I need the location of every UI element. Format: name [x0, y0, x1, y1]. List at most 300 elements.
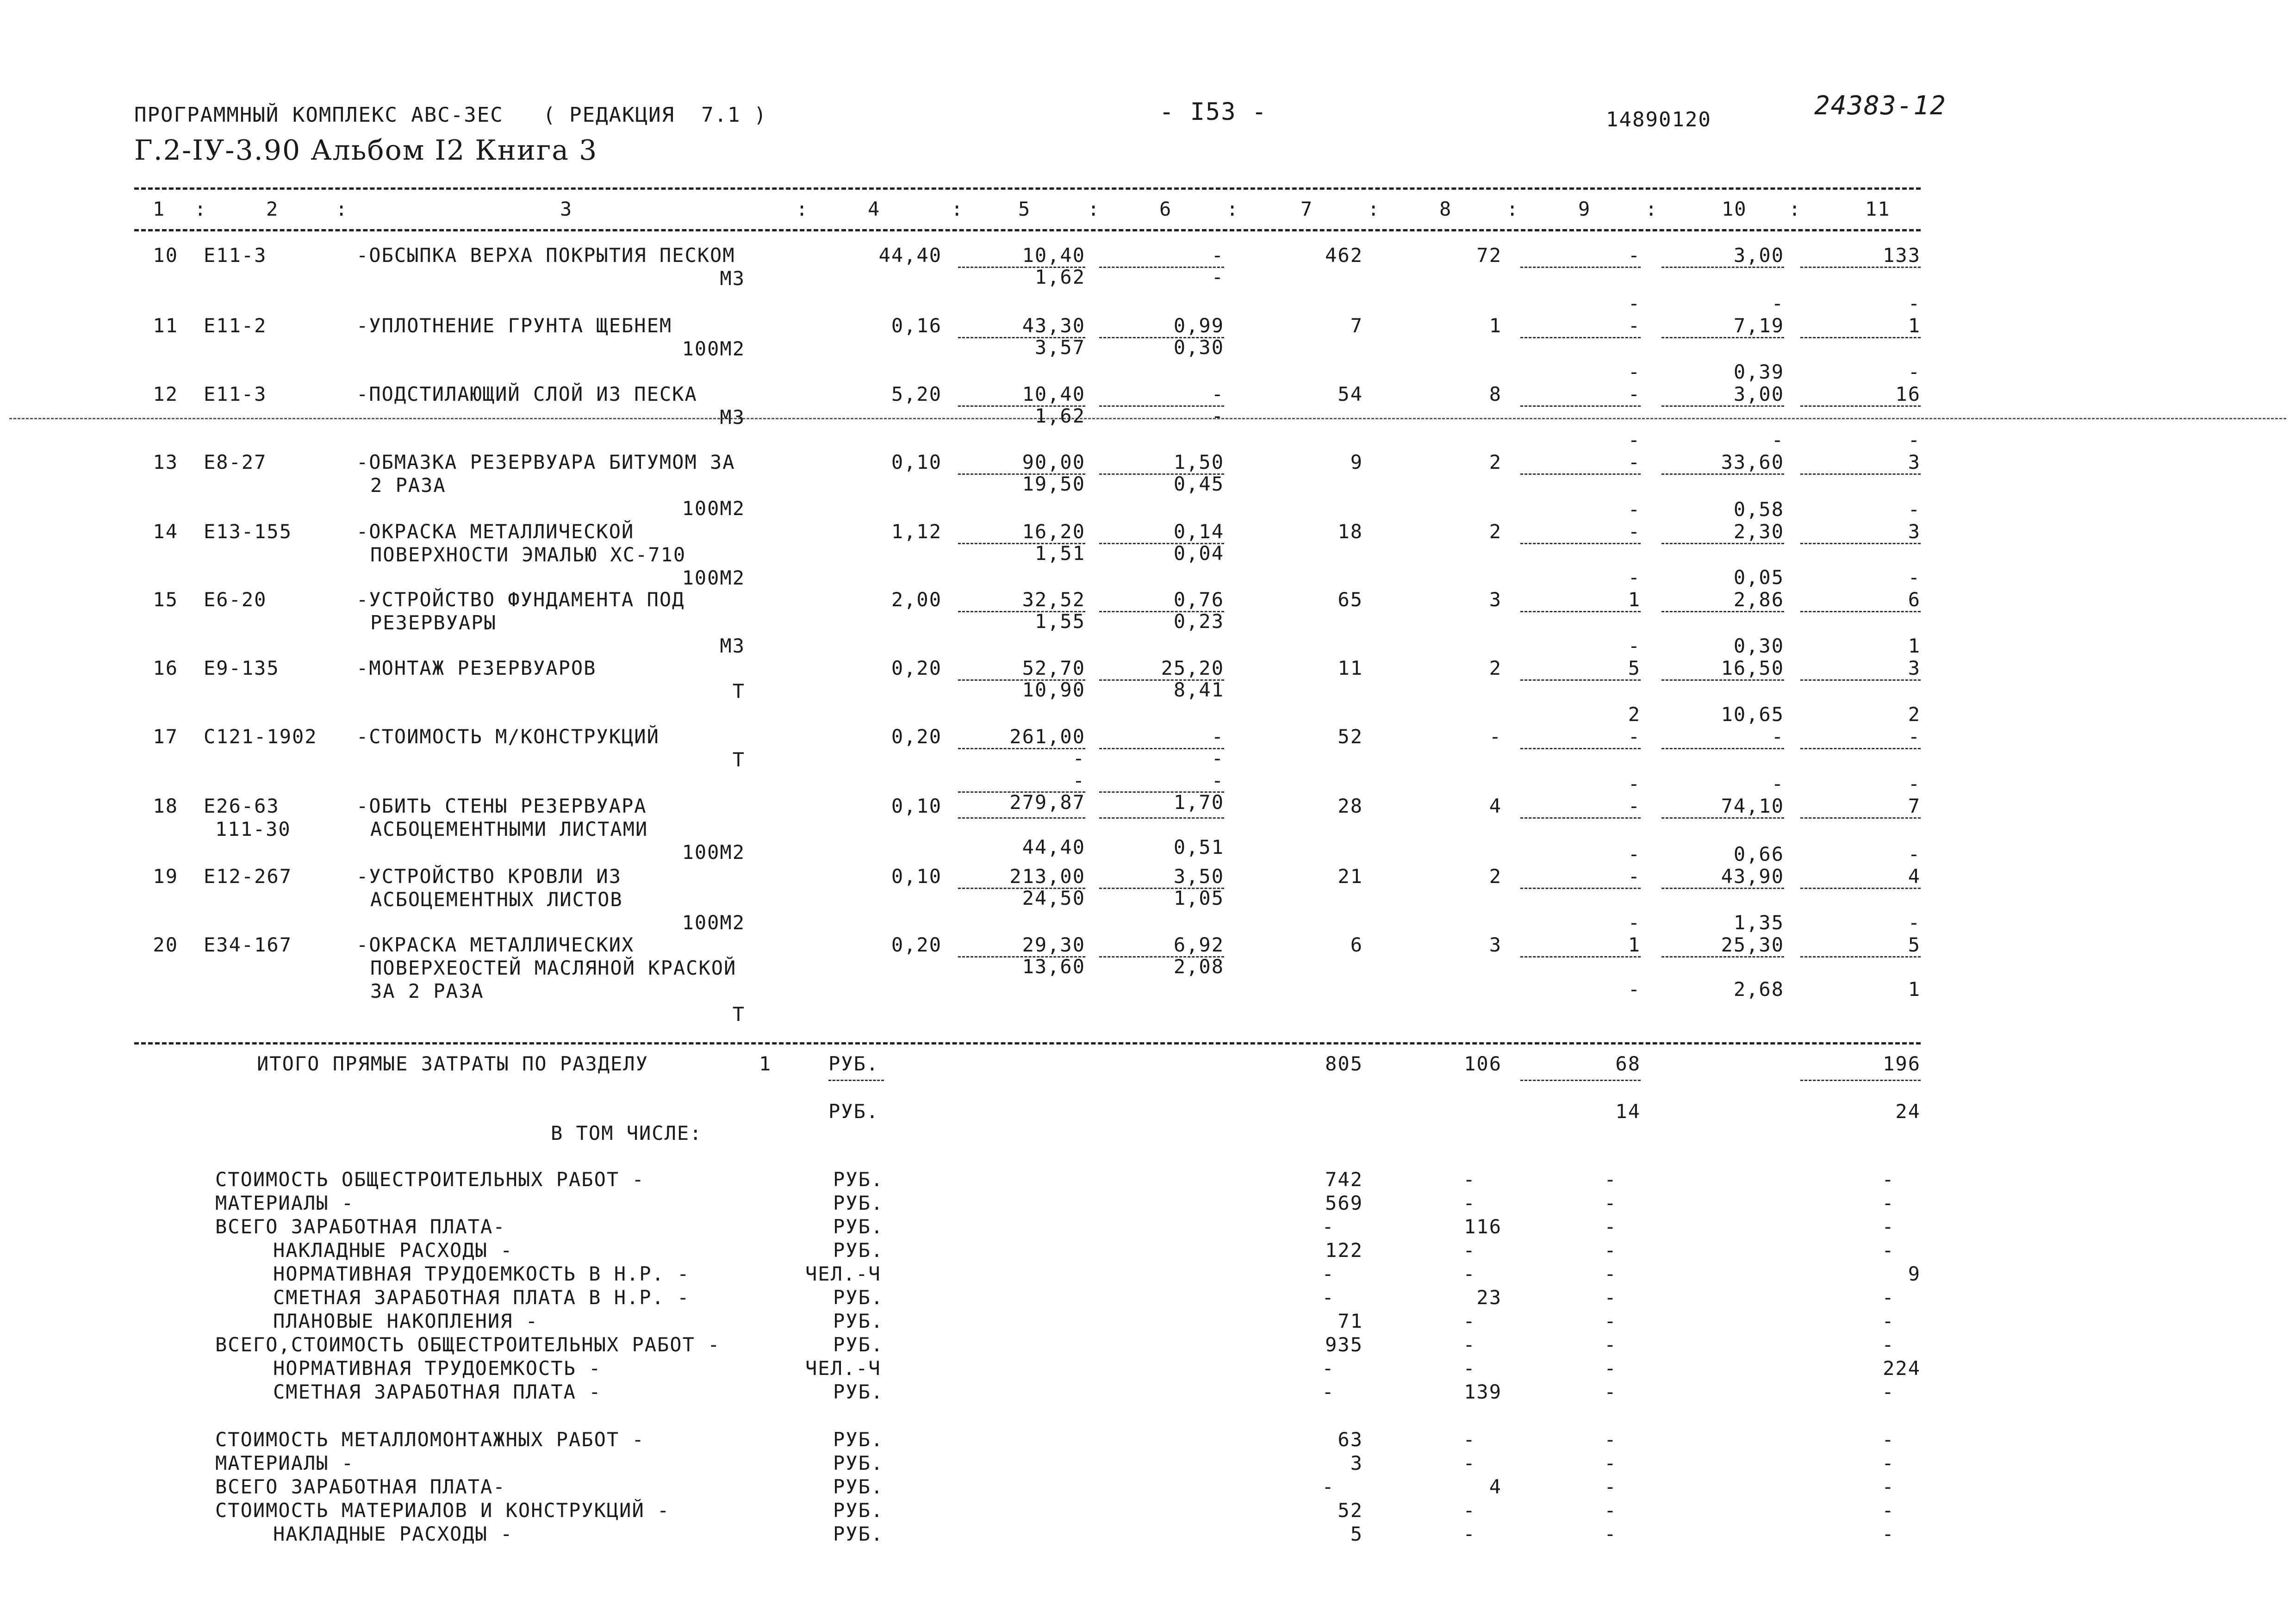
totals-c11: 24: [1895, 1100, 1921, 1123]
row-number: 13: [153, 451, 178, 473]
row-c11: -: [1908, 429, 1921, 451]
totals-c9: 68: [1615, 1052, 1641, 1075]
row-c11: -: [1908, 911, 1921, 934]
row-unit-price: 43,30: [1022, 314, 1085, 337]
row-unit-wage: 0,04: [1173, 542, 1224, 565]
summary-wage: -: [1463, 1333, 1476, 1356]
dashed-rule: [1520, 267, 1641, 268]
dashed-rule: [1800, 748, 1921, 749]
summary-label: МАТЕРИАЛЫ -: [215, 1452, 355, 1474]
totals-cost: 805: [1325, 1052, 1363, 1075]
dashed-rule: [1099, 405, 1224, 407]
row-code: Е11-3: [204, 244, 267, 267]
row-description: ПОВЕРХЕОСТЕЙ МАСЛЯНОЙ КРАСКОЙ: [370, 957, 737, 979]
row-description: -ОБИТЬ СТЕНЫ РЕЗЕРВУАРА: [356, 795, 647, 817]
dashed-rule: [958, 748, 1085, 749]
row-unit-wage: 6,92: [1173, 933, 1224, 956]
row-c11: -: [1908, 361, 1921, 383]
column-header: 1: [153, 198, 166, 220]
row-c10: 0,05: [1733, 566, 1784, 589]
row-c11: 2: [1908, 703, 1921, 726]
summary-unit: РУБ.: [833, 1428, 884, 1451]
row-unit-price: 90,00: [1022, 451, 1085, 473]
row-unit-wage: 1,05: [1173, 887, 1224, 909]
dashed-rule: [1520, 543, 1641, 544]
summary-c11: -: [1882, 1380, 1895, 1403]
row-c11: 16: [1895, 383, 1921, 405]
dashed-rule: [1800, 543, 1921, 544]
dashed-rule: [958, 611, 1085, 612]
row-c10: 0,30: [1733, 634, 1784, 657]
summary-cost: -: [1322, 1380, 1335, 1403]
row-c9: 1: [1628, 933, 1641, 956]
row-unit-price: 3,57: [1034, 336, 1085, 359]
row-c9: 5: [1628, 657, 1641, 679]
summary-wage: -: [1463, 1192, 1476, 1214]
summary-cost: 569: [1325, 1192, 1363, 1214]
summary-c11: -: [1882, 1215, 1895, 1238]
dashed-rule: [1661, 405, 1784, 407]
dashed-rule: [1661, 817, 1784, 819]
row-c9: -: [1628, 978, 1641, 1001]
dashed-rule: [1099, 543, 1224, 544]
row-code: 111-30: [215, 818, 291, 840]
row-c9: -: [1628, 314, 1641, 337]
row-unit: М3: [720, 267, 745, 290]
summary-c9: -: [1604, 1523, 1617, 1545]
dashed-rule: [1800, 888, 1921, 889]
column-header: 3: [560, 198, 573, 220]
including-label: В ТОМ ЧИСЛЕ:: [551, 1122, 703, 1144]
dashed-rule: [1099, 679, 1224, 681]
summary-c9: -: [1604, 1215, 1617, 1238]
column-separator: :: [336, 198, 348, 220]
row-unit-price: 32,52: [1022, 588, 1085, 611]
row-unit-price: 1,62: [1034, 404, 1085, 427]
summary-label: НАКЛАДНЫЕ РАСХОДЫ -: [273, 1523, 513, 1545]
row-description: ПОВЕРХНОСТИ ЭМАЛЬЮ ХС-710: [370, 543, 686, 566]
summary-wage: -: [1463, 1168, 1476, 1191]
dashed-rule: [828, 1080, 884, 1081]
row-unit-wage: 0,30: [1173, 336, 1224, 359]
summary-wage: -: [1463, 1499, 1476, 1522]
row-unit-price: 10,40: [1022, 383, 1085, 405]
summary-unit: РУБ.: [833, 1168, 884, 1191]
column-separator: :: [1088, 198, 1101, 220]
summary-cost: 935: [1325, 1333, 1363, 1356]
row-unit: 100М2: [682, 911, 745, 934]
summary-wage: -: [1463, 1357, 1476, 1380]
summary-unit: РУБ.: [833, 1380, 884, 1403]
summary-cost: 122: [1325, 1239, 1363, 1262]
summary-unit: РУБ.: [833, 1333, 884, 1356]
dashed-rule: [134, 229, 1921, 231]
dashed-rule: [1520, 748, 1641, 749]
summary-label: МАТЕРИАЛЫ -: [215, 1192, 355, 1214]
summary-c9: -: [1604, 1310, 1617, 1332]
album-title: Г.2-IУ-3.90 Альбом I2 Книга 3: [134, 134, 598, 167]
row-code: Е13-155: [204, 520, 292, 543]
dashed-rule: [1099, 473, 1224, 475]
dashed-rule: [1800, 1080, 1921, 1081]
row-c11: 1: [1908, 634, 1921, 657]
row-quantity: 0,20: [891, 933, 942, 956]
dashed-rule: [1520, 473, 1641, 475]
row-cost: 54: [1338, 383, 1363, 405]
row-quantity: 1,12: [891, 520, 942, 543]
dashed-rule: [1520, 405, 1641, 407]
summary-c11: 9: [1908, 1262, 1921, 1285]
row-c10: 16,50: [1721, 657, 1784, 679]
row-unit-price: 213,00: [1009, 865, 1085, 888]
summary-unit: РУБ.: [833, 1475, 884, 1498]
row-unit-price: 1,62: [1034, 266, 1085, 288]
summary-label: ВСЕГО ЗАРАБОТНАЯ ПЛАТА-: [215, 1475, 506, 1498]
dashed-rule: [1800, 337, 1921, 338]
row-c9: -: [1628, 451, 1641, 473]
row-c10: 74,10: [1721, 795, 1784, 817]
row-quantity: 0,20: [891, 725, 942, 748]
row-c11: 1: [1908, 314, 1921, 337]
summary-c9: -: [1604, 1475, 1617, 1498]
row-unit-wage: -: [1211, 769, 1224, 792]
summary-c9: -: [1604, 1428, 1617, 1451]
dashed-rule: [1661, 748, 1784, 749]
summary-wage: -: [1463, 1428, 1476, 1451]
dashed-rule: [1520, 888, 1641, 889]
column-header: 7: [1300, 198, 1313, 220]
row-cost: 7: [1350, 314, 1363, 337]
row-unit-wage: 3,50: [1173, 865, 1224, 888]
row-description: -СТОИМОСТЬ М/КОНСТРУКЦИЙ: [356, 725, 660, 748]
row-c9: -: [1628, 383, 1641, 405]
row-unit-wage: 0,99: [1173, 314, 1224, 337]
summary-c11: -: [1882, 1475, 1895, 1498]
dashed-rule: [1661, 679, 1784, 681]
row-c10: 3,00: [1733, 383, 1784, 405]
row-wage: 72: [1476, 244, 1502, 267]
totals-unit: РУБ.: [828, 1100, 879, 1123]
summary-cost: 71: [1338, 1310, 1363, 1332]
row-cost: 52: [1338, 725, 1363, 748]
row-c10: 3,00: [1733, 244, 1784, 267]
row-c9: 1: [1628, 588, 1641, 611]
row-unit-wage: -: [1211, 725, 1224, 748]
row-code: Е9-135: [204, 657, 280, 679]
row-description: -ОКРАСКА МЕТАЛЛИЧЕСКИХ: [356, 933, 635, 956]
row-unit-wage: -: [1211, 266, 1224, 288]
summary-c11: -: [1882, 1168, 1895, 1191]
dashed-rule: [1099, 888, 1224, 889]
summary-cost: 63: [1338, 1428, 1363, 1451]
row-number: 18: [153, 795, 178, 817]
summary-cost: -: [1322, 1215, 1335, 1238]
row-unit: М3: [720, 406, 745, 429]
row-c10: 1,35: [1733, 911, 1784, 934]
column-separator: :: [1645, 198, 1658, 220]
summary-c9: -: [1604, 1357, 1617, 1380]
row-description: -ОБМАЗКА РЕЗЕРВУАРА БИТУМОМ ЗА: [356, 451, 735, 473]
row-c10: 33,60: [1721, 451, 1784, 473]
row-c11: 4: [1908, 865, 1921, 888]
dashed-rule: [958, 817, 1085, 819]
row-code: Е11-2: [204, 314, 267, 337]
row-unit-wage: 8,41: [1173, 678, 1224, 701]
dashed-rule: [958, 337, 1085, 338]
dashed-rule: [1661, 956, 1784, 958]
row-code: Е12-267: [204, 865, 292, 888]
row-code: Е11-3: [204, 383, 267, 405]
summary-c11: -: [1882, 1333, 1895, 1356]
row-c11: 6: [1908, 588, 1921, 611]
summary-unit: РУБ.: [833, 1310, 884, 1332]
dashed-rule: [1661, 611, 1784, 612]
row-cost: 28: [1338, 795, 1363, 817]
summary-unit: ЧЕЛ.-Ч: [805, 1357, 881, 1380]
row-unit-wage: 2,08: [1173, 955, 1224, 978]
row-number: 10: [153, 244, 178, 267]
dashed-rule: [1520, 337, 1641, 338]
dashed-rule: [1099, 611, 1224, 612]
summary-unit: РУБ.: [833, 1239, 884, 1262]
dashed-rule: [1099, 748, 1224, 749]
summary-wage: -: [1463, 1310, 1476, 1332]
row-unit-wage: 0,51: [1173, 836, 1224, 858]
row-number: 14: [153, 520, 178, 543]
page-number: - I53 -: [1159, 98, 1268, 126]
row-c9: -: [1628, 520, 1641, 543]
dashed-rule: [958, 473, 1085, 475]
row-wage: 1: [1489, 314, 1502, 337]
row-c10: 2,30: [1733, 520, 1784, 543]
row-description: -УСТРОЙСТВО КРОВЛИ ИЗ: [356, 865, 622, 888]
row-unit-price: 279,87: [1009, 791, 1085, 814]
row-c10: 25,30: [1721, 933, 1784, 956]
summary-c9: -: [1604, 1333, 1617, 1356]
row-unit-wage: -: [1211, 244, 1224, 267]
row-c9: -: [1628, 843, 1641, 865]
summary-c9: -: [1604, 1286, 1617, 1309]
dashed-rule: [958, 543, 1085, 544]
row-wage: 3: [1489, 588, 1502, 611]
dashed-rule: [1661, 473, 1784, 475]
row-c11: 1: [1908, 978, 1921, 1001]
row-unit-price: -: [1072, 747, 1085, 770]
summary-wage: 116: [1464, 1215, 1502, 1238]
row-c9: -: [1628, 361, 1641, 383]
row-c9: -: [1628, 566, 1641, 589]
row-c10: -: [1771, 772, 1784, 795]
row-c9: -: [1628, 498, 1641, 521]
row-unit-wage: 0,45: [1173, 473, 1224, 495]
summary-cost: -: [1322, 1357, 1335, 1380]
row-c9: -: [1628, 244, 1641, 267]
row-c9: -: [1628, 634, 1641, 657]
row-c9: -: [1628, 795, 1641, 817]
summary-unit: РУБ.: [833, 1499, 884, 1522]
row-description: РЕЗЕРВУАРЫ: [370, 611, 497, 634]
row-unit: Т: [732, 680, 745, 703]
totals-unit: РУБ.: [828, 1052, 879, 1075]
summary-wage: 139: [1464, 1380, 1502, 1403]
row-code: С121-1902: [204, 725, 317, 748]
row-unit-wage: -: [1211, 404, 1224, 427]
summary-c11: -: [1882, 1310, 1895, 1332]
summary-unit: РУБ.: [833, 1452, 884, 1474]
row-c9: -: [1628, 429, 1641, 451]
document-code: 14890120: [1606, 108, 1711, 131]
row-c11: -: [1908, 725, 1921, 748]
row-wage: 8: [1489, 383, 1502, 405]
row-description: -ПОДСТИЛАЮЩИЙ СЛОЙ ИЗ ПЕСКА: [356, 383, 697, 405]
row-unit-wage: 25,20: [1161, 657, 1224, 679]
summary-c11: -: [1882, 1499, 1895, 1522]
row-number: 12: [153, 383, 178, 405]
summary-c9: -: [1604, 1499, 1617, 1522]
row-unit-wage: 1,70: [1173, 791, 1224, 814]
row-cost: 11: [1338, 657, 1363, 679]
summary-wage: -: [1463, 1523, 1476, 1545]
summary-label: СТОИМОСТЬ ОБЩЕСТРОИТЕЛЬНЫХ РАБОТ -: [215, 1168, 645, 1191]
totals-c11: 196: [1883, 1052, 1921, 1075]
dashed-rule: [1520, 611, 1641, 612]
handwritten-stamp: 24383-12: [1814, 91, 1947, 121]
row-c10: -: [1771, 725, 1784, 748]
dashed-rule: [958, 679, 1085, 681]
totals-c9: 14: [1615, 1100, 1641, 1123]
dashed-rule: [134, 187, 1921, 190]
row-unit-wage: 0,23: [1173, 610, 1224, 633]
row-wage: 2: [1489, 657, 1502, 679]
totals-wage: 106: [1464, 1052, 1502, 1075]
dashed-rule: [1800, 817, 1921, 819]
row-quantity: 0,10: [891, 865, 942, 888]
summary-c9: -: [1604, 1168, 1617, 1191]
summary-wage: 4: [1489, 1475, 1502, 1498]
summary-label: ВСЕГО ЗАРАБОТНАЯ ПЛАТА-: [215, 1215, 506, 1238]
row-c10: 0,39: [1733, 361, 1784, 383]
summary-c11: -: [1882, 1428, 1895, 1451]
row-number: 11: [153, 314, 178, 337]
row-unit: 100М2: [682, 337, 745, 360]
row-wage: 4: [1489, 795, 1502, 817]
row-unit-wage: 1,50: [1173, 451, 1224, 473]
summary-wage: -: [1463, 1452, 1476, 1474]
row-c10: 2,86: [1733, 588, 1784, 611]
row-c10: 43,90: [1721, 865, 1784, 888]
row-unit-price: 19,50: [1022, 473, 1085, 495]
dashed-rule: [958, 405, 1085, 407]
row-c11: 3: [1908, 451, 1921, 473]
row-c11: 5: [1908, 933, 1921, 956]
row-description: -ОКРАСКА МЕТАЛЛИЧЕСКОЙ: [356, 520, 635, 543]
row-cost: 21: [1338, 865, 1363, 888]
dashed-rule: [1661, 888, 1784, 889]
row-description: 2 РАЗА: [370, 474, 446, 497]
row-unit-wage: -: [1211, 383, 1224, 405]
row-description: -МОНТАЖ РЕЗЕРВУАРОВ: [356, 657, 597, 679]
row-c11: 133: [1883, 244, 1921, 267]
summary-c11: -: [1882, 1286, 1895, 1309]
row-code: Е8-27: [204, 451, 267, 473]
dashed-rule: [1800, 611, 1921, 612]
row-description: -ОБСЫПКА ВЕРХА ПОКРЫТИЯ ПЕСКОМ: [356, 244, 735, 267]
row-c10: 0,58: [1733, 498, 1784, 521]
row-unit-price: 261,00: [1009, 725, 1085, 748]
summary-cost: -: [1322, 1262, 1335, 1285]
row-unit: М3: [720, 634, 745, 657]
column-separator: :: [1226, 198, 1239, 220]
dashed-rule: [1099, 956, 1224, 958]
row-unit-price: 1,55: [1034, 610, 1085, 633]
summary-wage: -: [1463, 1239, 1476, 1262]
row-unit: 100М2: [682, 841, 745, 864]
row-unit-wage: 0,76: [1173, 588, 1224, 611]
row-quantity: 5,20: [891, 383, 942, 405]
row-c10: -: [1771, 292, 1784, 315]
row-unit-price: 16,20: [1022, 520, 1085, 543]
row-wage: 3: [1489, 933, 1502, 956]
dashed-rule: [1099, 267, 1224, 268]
summary-unit: РУБ.: [833, 1215, 884, 1238]
summary-unit: РУБ.: [833, 1523, 884, 1545]
summary-cost: 52: [1338, 1499, 1363, 1522]
column-header: 8: [1439, 198, 1452, 220]
summary-unit: РУБ.: [833, 1286, 884, 1309]
row-c11: -: [1908, 498, 1921, 521]
row-unit-price: 24,50: [1022, 887, 1085, 909]
row-description: ЗА 2 РАЗА: [370, 980, 484, 1002]
row-unit-price: 10,90: [1022, 678, 1085, 701]
row-c9: -: [1628, 911, 1641, 934]
row-c9: -: [1628, 725, 1641, 748]
summary-c11: -: [1882, 1523, 1895, 1545]
row-c11: -: [1908, 292, 1921, 315]
row-c11: -: [1908, 772, 1921, 795]
column-separator: :: [1506, 198, 1519, 220]
dashed-rule: [1520, 1080, 1641, 1081]
row-c9: -: [1628, 292, 1641, 315]
row-quantity: 0,20: [891, 657, 942, 679]
dashed-rule: [1800, 267, 1921, 268]
summary-label: НОРМАТИВНАЯ ТРУДОЕМКОСТЬ -: [273, 1357, 602, 1380]
dashed-rule: [1800, 405, 1921, 407]
summary-cost: -: [1322, 1286, 1335, 1309]
row-description: -УСТРОЙСТВО ФУНДАМЕНТА ПОД: [356, 588, 685, 611]
summary-c11: -: [1882, 1239, 1895, 1262]
row-quantity: 44,40: [878, 244, 942, 267]
row-cost: 6: [1350, 933, 1363, 956]
dashed-rule: [1800, 956, 1921, 958]
dashed-rule: [1520, 956, 1641, 958]
row-unit: 100М2: [682, 566, 745, 589]
row-cost: 462: [1325, 244, 1363, 267]
column-separator: :: [796, 198, 809, 220]
column-header: 10: [1722, 198, 1747, 220]
row-c9: 2: [1628, 703, 1641, 726]
row-cost: 9: [1350, 451, 1363, 473]
row-description: -УПЛОТНЕНИЕ ГРУНТА ЩЕБНЕМ: [356, 314, 672, 337]
summary-cost: -: [1322, 1475, 1335, 1498]
row-number: 16: [153, 657, 178, 679]
row-unit-price: -: [1072, 769, 1085, 792]
row-unit-price: 29,30: [1022, 933, 1085, 956]
summary-c9: -: [1604, 1239, 1617, 1262]
row-c11: -: [1908, 843, 1921, 865]
row-code: Е6-20: [204, 588, 267, 611]
dashed-rule: [1800, 473, 1921, 475]
dashed-rule: [134, 1042, 1921, 1045]
